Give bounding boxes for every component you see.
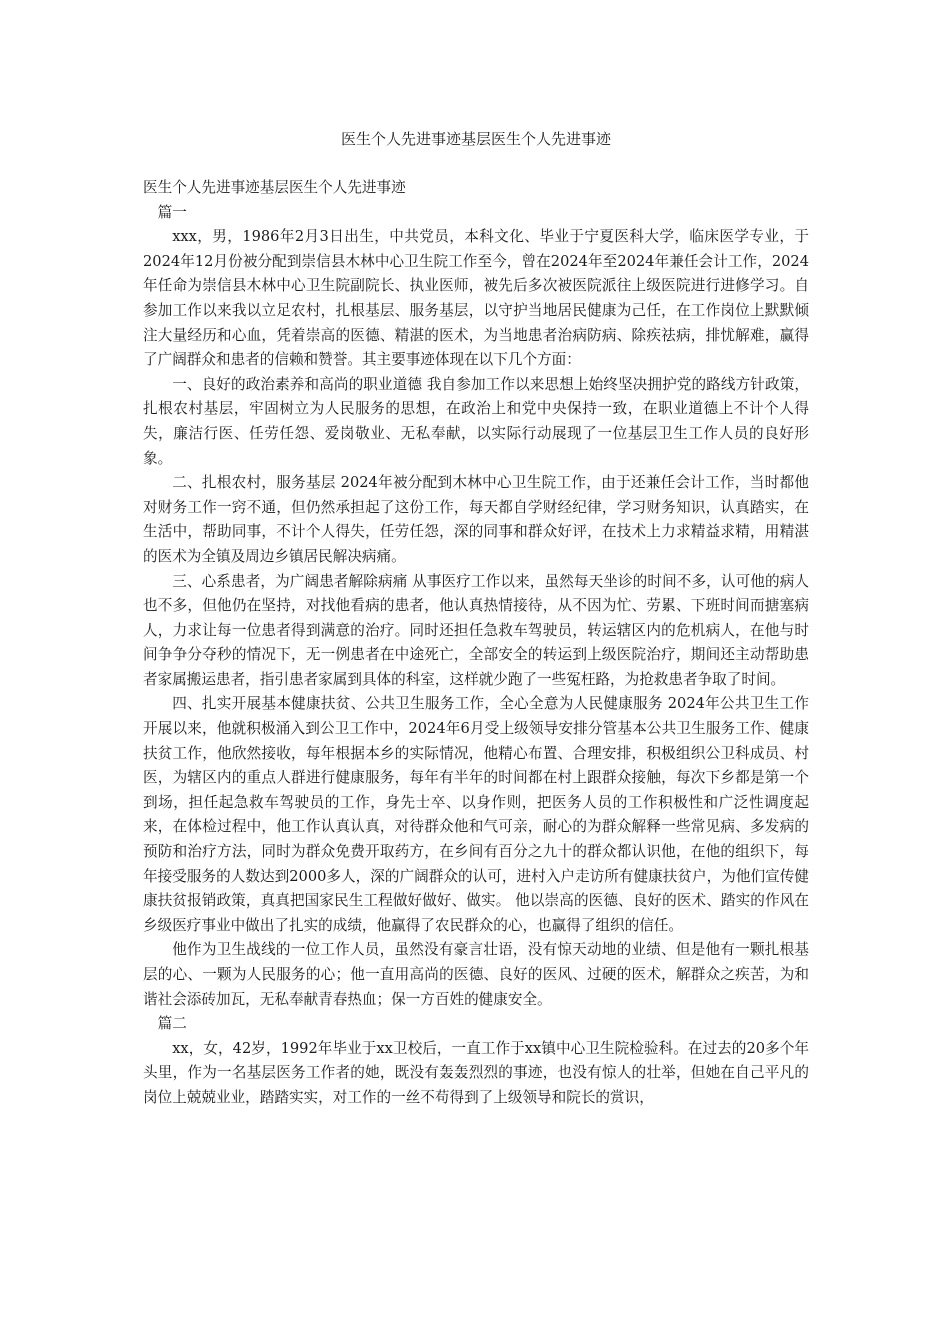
section-two-paragraph: 二、扎根农村，服务基层 2024年被分配到木林中心卫生院工作，由于还兼任会计工作，当时都他对财务工作一窍不通，但仍然承担起了这份工作，每天都自学财经纪律，学习财务知识，认真踏实，在生活中，帮助同事，不计个人得失，任劳任怨，深的同事和群众好评，在技术上力求精益求精，用精湛的医术为全镇及周边乡镇居民解决病痛。 xyxy=(143,474,809,565)
document-body xyxy=(143,176,809,1111)
part-one-label: 篇一 xyxy=(157,203,187,221)
section-four-paragraph: 四、扎实开展基本健康扶贫、公共卫生服务工作，全心全意为人民健康服务 2024年公共卫生工作开展以来，他就积极涌入到公卫工作中，2024年6月受上级领导安排分管基本公共卫生服务工作、健康扶贫工作，他欣然接收，每年根据本乡的实际情况，他精心布置、合理安排，积极组织公卫科成员、村医，为辖区内的重点人群进行健康服务，每年有半年的时间都在村上跟群众接触，每次下乡都是第一个到场，担任起急救车驾驶员的工作，身先士卒、以身作则，把医务人员的工作积极性和广泛性调度起来，在体检过程中，他工作认真认真，对待群众他和气可亲，耐心的为群众解释一些常见病、多发病的预防和治疗方法，同时为群众免费开取药方，在乡间有百分之九十的群众都认识他，在他的组织下，每年接受服务的人数达到2000多人，深的广阔群众的认可，进村入户走访所有健康扶贫户，为他们宣传健康扶贫报销政策，真真把国家民生工程做好做好、做实。 他以崇高的医德、良好的医术、踏实的作风在乡级医疗事业中做出了扎实的成绩，他赢得了农民群众的心，也赢得了组织的信任。 xyxy=(143,695,809,934)
document-title: 医生个人先进事迹基层医生个人先进事迹 xyxy=(340,130,611,148)
document-subtitle: 医生个人先进事迹基层医生个人先进事迹 xyxy=(143,179,406,196)
section-three-paragraph: 三、心系患者，为广阔患者解除病痛 从事医疗工作以来，虽然每天坐诊的时间不多，认可他的病人也不多，但他仍在坚持，对找他看病的患者，他认真热情接待，从不因为忙、劳累、下班时间而搪塞病人，力求让每一位患者得到满意的治疗。同时还担任急救车驾驶员，转运辖区内的危机病人，在他与时间争争分夺秒的情况下，无一例患者在中途死亡，全部安全的转运到上级医院治疗，期间还主动帮助患者家属搬运患者，指引患者家属到具体的科室，这样就少跑了一些冤枉路，为抢救患者争取了时间。 xyxy=(143,572,809,688)
part-two-label: 篇二 xyxy=(157,1015,187,1033)
conclusion-paragraph: 他作为卫生战线的一位工作人员，虽然没有豪言壮语，没有惊天动地的业绩、但是他有一颗扎根基层的心、一颗为人民服务的心；他一直用高尚的医德、良好的医风、过硬的医术，解群众之疾苦，为和谐社会添砖加瓦，无私奉献青春热血；保一方百姓的健康安全。 xyxy=(143,941,809,1008)
intro-paragraph: xxx，男，1986年2月3日出生，中共党员，本科文化、毕业于宁夏医科大学，临床医学专业，于2024年12月份被分配到崇信县木林中心卫生院工作至今，曾在2024年至2024年兼任会计工作，2024年任命为崇信县木林中心卫生院副院长、执业医师，被先后多次被医院派往上级医院进行进修学习。自参加工作以来我以立足农村，扎根基层、服务基层，以守护当地居民健康为己任，在工作岗位上默默倾注大量经历和心血，凭着崇高的医德、精湛的医术，为当地患者治病防病、除疾祛病，排忧解难，赢得了广阔群众和患者的信赖和赞誉。其主要事迹体现在以下几个方面： xyxy=(143,228,809,369)
section-one-paragraph: 一、良好的政治素养和高尚的职业道德 我自参加工作以来思想上始终坚决拥护党的路线方针政策，扎根农村基层，牢固树立为人民服务的思想，在政治上和党中央保持一致，在职业道德上不计个人得失，廉洁行医、任劳任怨、爱岗敬业、无私奉献，以实际行动展现了一位基层卫生工作人员的良好形象。 xyxy=(143,375,809,467)
part-two-paragraph: xx，女，42岁，1992年毕业于xx卫校后，一直工作于xx镇中心卫生院检验科。在过去的20多个年头里，作为一名基层医务工作者的她，既没有轰轰烈烈的事迹，也没有惊人的壮举，但她在自己平凡的岗位上兢兢业业，踏踏实实，对工作的一丝不苟得到了上级领导和院长的赏识， xyxy=(143,1039,809,1106)
